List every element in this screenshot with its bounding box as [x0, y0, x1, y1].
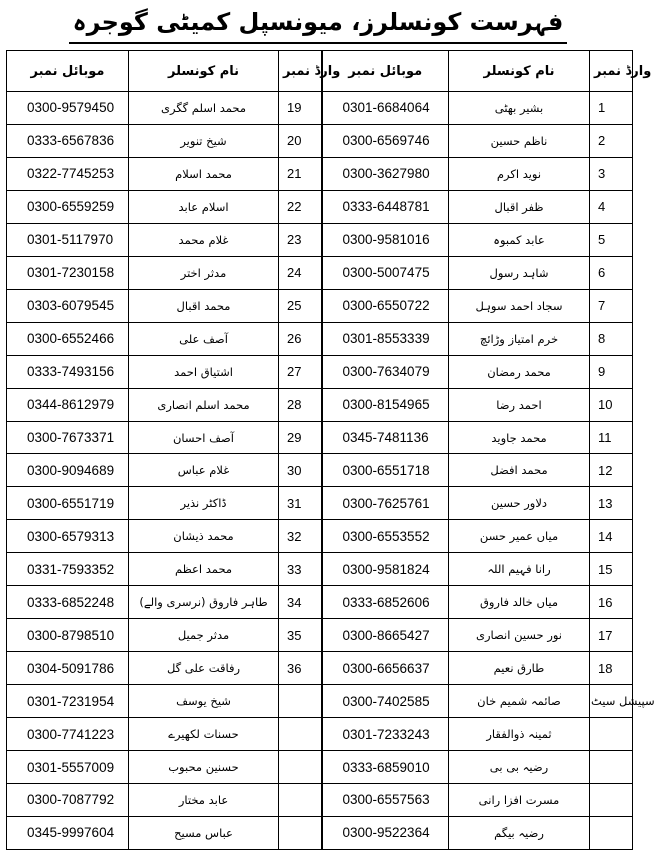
name-cell: ناظم حسین: [449, 124, 590, 157]
name-cell: محمد اسلام: [129, 157, 279, 190]
name-cell: مدثر جمیل: [129, 619, 279, 652]
name-cell: اسلام عابد: [129, 190, 279, 223]
name-cell: طارق نعیم: [449, 652, 590, 685]
mobile-cell: 0344-8612979: [7, 388, 129, 421]
header-name: نام کونسلر: [449, 51, 590, 92]
ward-cell: 10: [590, 388, 633, 421]
mobile-cell: 0345-9997604: [7, 816, 129, 849]
header-mobile: موبائل نمبر: [7, 51, 129, 92]
mobile-cell: 0300-7741223: [7, 718, 129, 751]
mobile-cell: 0300-9522364: [322, 816, 449, 849]
name-cell: خرم امتیاز وڑائچ: [449, 322, 590, 355]
ward-cell: [279, 816, 322, 849]
table-row: [7, 553, 633, 586]
mobile-cell: 0300-6579313: [7, 520, 129, 553]
mobile-cell: 0300-9579450: [7, 92, 129, 125]
name-cell: رفاقت علی گل: [129, 652, 279, 685]
name-cell: رانا فہیم اللہ: [449, 553, 590, 586]
councillors-table: [6, 50, 655, 850]
mobile-cell: 0301-5557009: [7, 751, 129, 784]
ward-cell: 19: [279, 92, 322, 125]
table-row: [7, 487, 633, 520]
table-row: [7, 157, 633, 190]
name-cell: محمد ذیشان: [129, 520, 279, 553]
mobile-cell: 0300-7673371: [7, 421, 129, 454]
ward-cell: 2: [590, 124, 633, 157]
ward-cell: 26: [279, 322, 322, 355]
ward-cell: 32: [279, 520, 322, 553]
header-ward: وارڈ نمبر: [590, 51, 633, 92]
name-cell: دلاور حسین: [449, 487, 590, 520]
name-cell: محمد جاوید: [449, 421, 590, 454]
mobile-cell: 0300-8665427: [322, 619, 449, 652]
page-title: فہرست کونسلرز، میونسپل کمیٹی گوجرہ: [69, 2, 568, 44]
name-cell: شاہد رسول: [449, 256, 590, 289]
ward-cell: [279, 784, 322, 817]
table-row: [7, 322, 633, 355]
ward-cell: [590, 751, 633, 784]
mobile-cell: 0301-7230158: [7, 256, 129, 289]
ward-cell: 21: [279, 157, 322, 190]
table-row: [7, 718, 633, 751]
table-row: [7, 289, 633, 322]
name-cell: طاہر فاروق (نرسری والے): [129, 586, 279, 619]
mobile-cell: 0304-5091786: [7, 652, 129, 685]
table-header-row: [7, 51, 633, 92]
name-cell: ڈاکٹر نذیر: [129, 487, 279, 520]
ward-cell: 30: [279, 454, 322, 487]
page-title-wrap: [0, 0, 636, 48]
name-cell: ظفر اقبال: [449, 190, 590, 223]
mobile-cell: 0300-5007475: [322, 256, 449, 289]
ward-cell: [279, 718, 322, 751]
mobile-cell: 0300-6553552: [322, 520, 449, 553]
mobile-cell: 0301-8553339: [322, 322, 449, 355]
mobile-cell: 0333-6448781: [322, 190, 449, 223]
name-cell: محمد اسلم گگری: [129, 92, 279, 125]
ward-cell: 4: [590, 190, 633, 223]
ward-cell: 17: [590, 619, 633, 652]
mobile-cell: 0300-9094689: [7, 454, 129, 487]
mobile-cell: 0333-6852248: [7, 586, 129, 619]
ward-cell: 11: [590, 421, 633, 454]
mobile-cell: 0333-6567836: [7, 124, 129, 157]
mobile-cell: 0333-6859010: [322, 751, 449, 784]
name-cell: عابد کمبوہ: [449, 223, 590, 256]
ward-cell: 8: [590, 322, 633, 355]
mobile-cell: 0300-9581016: [322, 223, 449, 256]
table-row: [7, 421, 633, 454]
name-cell: غلام محمد: [129, 223, 279, 256]
mobile-cell: 0345-7481136: [322, 421, 449, 454]
special-seat-label: سپیشل سیٹ: [590, 685, 633, 718]
ward-cell: 28: [279, 388, 322, 421]
ward-cell: 13: [590, 487, 633, 520]
ward-cell: 22: [279, 190, 322, 223]
mobile-cell: 0301-5117970: [7, 223, 129, 256]
mobile-cell: 0331-7593352: [7, 553, 129, 586]
name-cell: محمد اعظم: [129, 553, 279, 586]
ward-cell: 25: [279, 289, 322, 322]
mobile-cell: 0300-7402585: [322, 685, 449, 718]
ward-cell: 36: [279, 652, 322, 685]
name-cell: آصف علی: [129, 322, 279, 355]
table-row: [7, 586, 633, 619]
name-cell: شیخ یوسف: [129, 685, 279, 718]
header-ward: وارڈ نمبر: [279, 51, 322, 92]
mobile-cell: 0303-6079545: [7, 289, 129, 322]
mobile-cell: 0300-8798510: [7, 619, 129, 652]
table-row: [7, 92, 633, 125]
name-cell: مدثر اختر: [129, 256, 279, 289]
mobile-cell: 0322-7745253: [7, 157, 129, 190]
ward-cell: 23: [279, 223, 322, 256]
ward-cell: 20: [279, 124, 322, 157]
ward-cell: 24: [279, 256, 322, 289]
mobile-cell: 0300-6552466: [7, 322, 129, 355]
name-cell: رضیہ بیگم: [449, 816, 590, 849]
name-cell: محمد رمضان: [449, 355, 590, 388]
ward-cell: 12: [590, 454, 633, 487]
name-cell: رضیہ بی بی: [449, 751, 590, 784]
name-cell: میاں خالد فاروق: [449, 586, 590, 619]
name-cell: نوید اکرم: [449, 157, 590, 190]
name-cell: شیخ تنویر: [129, 124, 279, 157]
name-cell: سجاد احمد سوہل: [449, 289, 590, 322]
table-row: [7, 652, 633, 685]
mobile-cell: 0300-6569746: [322, 124, 449, 157]
name-cell: غلام عباس: [129, 454, 279, 487]
ward-cell: 15: [590, 553, 633, 586]
table-body: [7, 92, 655, 850]
ward-cell: 7: [590, 289, 633, 322]
mobile-cell: 0301-7233243: [322, 718, 449, 751]
name-cell: عابد مختار: [129, 784, 279, 817]
ward-cell: [590, 816, 633, 849]
mobile-cell: 0301-6684064: [322, 92, 449, 125]
table-row: [7, 784, 633, 817]
ward-cell: 31: [279, 487, 322, 520]
mobile-cell: 0300-6559259: [7, 190, 129, 223]
table-row: [7, 190, 633, 223]
table-row: [7, 619, 633, 652]
name-cell: عباس مسیح: [129, 816, 279, 849]
name-cell: میاں عمیر حسن: [449, 520, 590, 553]
ward-cell: 18: [590, 652, 633, 685]
ward-cell: 27: [279, 355, 322, 388]
ward-cell: 34: [279, 586, 322, 619]
name-cell: محمد اقبال: [129, 289, 279, 322]
name-cell: آصف احسان: [129, 421, 279, 454]
ward-cell: 5: [590, 223, 633, 256]
name-cell: حسنات لکھیرے: [129, 718, 279, 751]
ward-cell: 29: [279, 421, 322, 454]
name-cell: مسرت افزا رانی: [449, 784, 590, 817]
ward-cell: 1: [590, 92, 633, 125]
table-row: [7, 256, 633, 289]
name-cell: محمد اسلم انصاری: [129, 388, 279, 421]
mobile-cell: 0300-8154965: [322, 388, 449, 421]
mobile-cell: 0300-3627980: [322, 157, 449, 190]
ward-cell: 3: [590, 157, 633, 190]
ward-cell: 9: [590, 355, 633, 388]
name-cell: ثمینہ ذوالفقار: [449, 718, 590, 751]
mobile-cell: 0300-7625761: [322, 487, 449, 520]
mobile-cell: 0300-7087792: [7, 784, 129, 817]
header-mobile: موبائل نمبر: [322, 51, 449, 92]
ward-cell: 14: [590, 520, 633, 553]
table-row: [7, 355, 633, 388]
ward-cell: 16: [590, 586, 633, 619]
table-row: [7, 816, 633, 849]
ward-cell: [590, 784, 633, 817]
mobile-cell: 0300-6550722: [322, 289, 449, 322]
ward-cell: 6: [590, 256, 633, 289]
mobile-cell: 0301-7231954: [7, 685, 129, 718]
name-cell: احمد رضا: [449, 388, 590, 421]
table-row: [7, 454, 633, 487]
name-cell: نور حسین انصاری: [449, 619, 590, 652]
table-row: [7, 124, 633, 157]
mobile-cell: 0333-7493156: [7, 355, 129, 388]
ward-cell: 35: [279, 619, 322, 652]
name-cell: صائمہ شمیم خان: [449, 685, 590, 718]
name-cell: اشتیاق احمد: [129, 355, 279, 388]
mobile-cell: 0300-6551718: [322, 454, 449, 487]
mobile-cell: 0300-6557563: [322, 784, 449, 817]
table-row: [7, 223, 633, 256]
table-row: [7, 520, 633, 553]
mobile-cell: 0300-9581824: [322, 553, 449, 586]
name-cell: حسنین محبوب: [129, 751, 279, 784]
mobile-cell: 0300-6656637: [322, 652, 449, 685]
table-row: [7, 751, 633, 784]
table-row: [7, 388, 633, 421]
mobile-cell: 0333-6852606: [322, 586, 449, 619]
ward-cell: 33: [279, 553, 322, 586]
name-cell: محمد افضل: [449, 454, 590, 487]
name-cell: بشیر بھٹی: [449, 92, 590, 125]
mobile-cell: 0300-7634079: [322, 355, 449, 388]
ward-cell: [279, 751, 322, 784]
mobile-cell: 0300-6551719: [7, 487, 129, 520]
table-row: [7, 685, 633, 718]
ward-cell: [279, 685, 322, 718]
header-name: نام کونسلر: [129, 51, 279, 92]
ward-cell: [590, 718, 633, 751]
